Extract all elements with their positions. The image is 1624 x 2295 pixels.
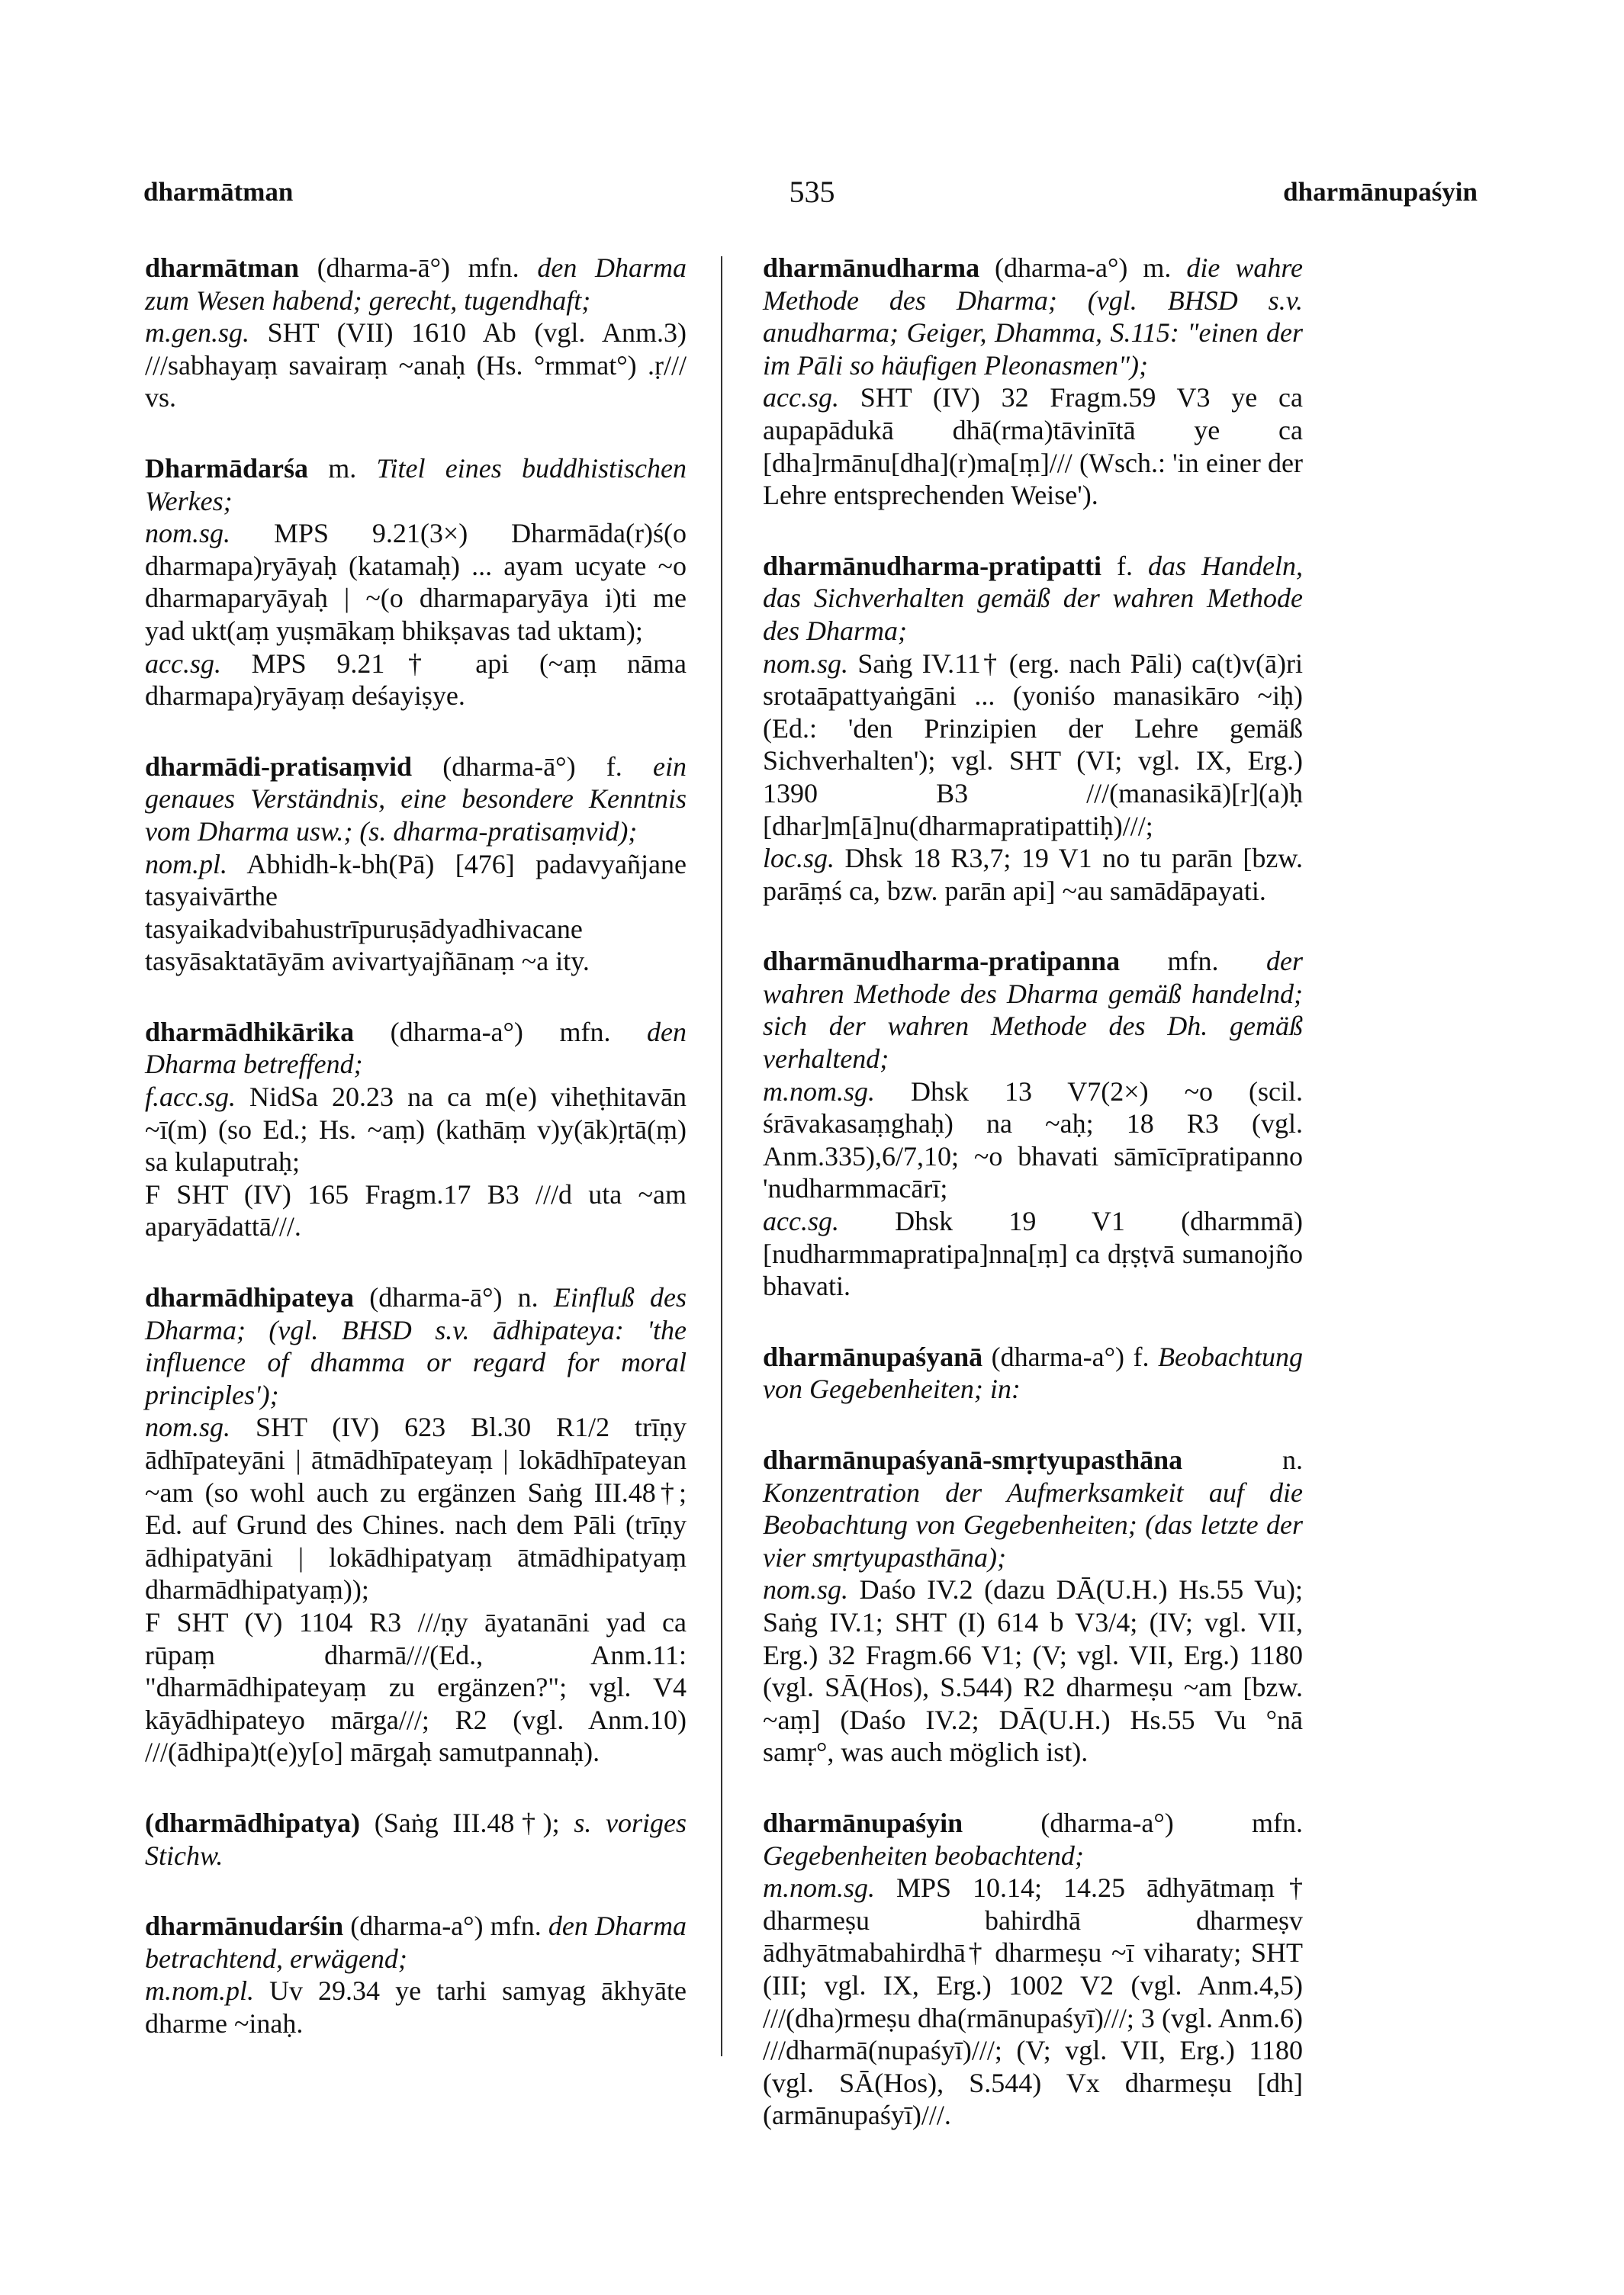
entry-headword: dharmānudarśin — [145, 1911, 344, 1942]
dictionary-entry — [763, 1807, 1303, 2132]
entry-definition: den Dharma betrachtend, erwägend; — [145, 1911, 687, 1974]
citation-text: Dhsk 19 V1 (dharmmā)[nudharmmapratipa]nna[ṃ] ca dṛṣṭvā sumanojño bhavati. — [763, 1206, 1303, 1302]
citation-case: loc.sg. — [763, 843, 835, 874]
entry-grammar: (dharma-a°) mfn. — [343, 1911, 548, 1942]
entry-grammar: (dharma-a°) f. — [982, 1341, 1159, 1372]
running-head-right: dharmānupaśyin — [1283, 177, 1478, 207]
entry-citation — [145, 1081, 687, 1178]
citation-case: nom.sg. — [145, 518, 231, 549]
entry-citation — [145, 1606, 687, 1769]
citation-text: MPS 9.21† api (~aṃ nāma dharmapa)ryāyaṃ deśayiṣye. — [145, 648, 687, 712]
dictionary-entry — [763, 1341, 1303, 1406]
entry-grammar: (dharma-ā°) mfn. — [299, 252, 538, 283]
entry-headword: dharmānudharma-pratipatti — [763, 550, 1102, 581]
citation-case: f.acc.sg. — [145, 1082, 236, 1113]
entry-headword: (dharmādhipatya) — [145, 1807, 361, 1838]
entry-headword: dharmātman — [145, 252, 300, 283]
dictionary-entry — [145, 1281, 687, 1769]
entry-grammar: mfn. — [1120, 946, 1266, 977]
entry-citation — [763, 1075, 1303, 1205]
entry-definition: Beobachtung von Gegebenheiten; in: — [763, 1341, 1303, 1405]
citation-text: F SHT (V) 1104 R3 ///ṇy āyatanāni yad ca rūpaṃ dharmā///(Ed., Anm.11: "dharmādhipateyaṃ zu ergänzen?"; vgl. V4 kāyādhipateyo mārga///; R2 (vgl. Anm.10) ///(ādhipa)t(e)y[o] mārgaḥ samutpannaḥ). — [145, 1606, 687, 1768]
entry-grammar: (dharma-ā°) n. — [354, 1282, 554, 1313]
citation-case: nom.sg. — [763, 648, 849, 679]
dictionary-entry — [763, 252, 1303, 512]
entry-grammar: (dharma-ā°) f. — [412, 751, 654, 782]
dictionary-entry — [145, 1910, 687, 2039]
citation-text: Daśo IV.2 (dazu DĀ(U.H.) Hs.55 Vu); Saṅg IV.1; SHT (I) 614 b V3/4; (IV; vgl. VII, Erg.) 32 Fragm.66 V1; (V; vgl. VII, Erg.) 1180 (vgl. SĀ(Hos), S.544) R2 dharmeṣu ~am [bzw. ~aṃ] (Daśo IV.2; DĀ(U.H.) Hs.55 Vu °nā samṛ°, was auch möglich ist). — [763, 1574, 1303, 1768]
entry-definition: Einfluß des Dharma; (vgl. BHSD s.v. ādhipateya: 'the influence of dhamma or regard for moral principles'); — [145, 1282, 687, 1410]
entry-definition: der wahren Methode des Dharma gemäß handelnd; sich der wahren Methode des Dh. gemäß verhaltend; — [763, 946, 1303, 1075]
entry-definition: Konzentration der Aufmerksamkeit auf die Beobachtung von Gegebenheiten; (das letzte der vier smṛtyupasthāna); — [763, 1477, 1303, 1573]
entry-headword: dharmānudharma-pratipanna — [763, 946, 1121, 977]
citation-case: acc.sg. — [763, 1206, 839, 1237]
citation-text: NidSa 20.23 na ca m(e) viheṭhitavān ~ī(m) (so Ed.; Hs. ~aṃ) (kathāṃ v)y(āk)ṛtā(ṃ) sa kulaputraḥ; — [145, 1082, 687, 1178]
entry-definition: das Handeln, das Sichverhalten gemäß der wahren Methode des Dharma; — [763, 550, 1303, 646]
citation-case: m.nom.sg. — [763, 1872, 876, 1904]
entry-headword: dharmānupaśyin — [763, 1807, 963, 1838]
dictionary-entry — [145, 1016, 687, 1243]
entry-citation — [145, 648, 687, 712]
entry-citation — [145, 848, 687, 978]
dictionary-entry — [145, 452, 687, 712]
citation-text: Dhsk 18 R3,7; 19 V1 no tu parān [bzw. parāṃś ca, bzw. parān api] ~au samādāpayati. — [763, 843, 1303, 906]
citation-case: m.nom.sg. — [763, 1075, 876, 1107]
citation-text: MPS 10.14; 14.25 ādhyātmaṃ† dharmeṣu bahirdhā dharmeṣv ādhyātmabahirdhā† dharmeṣu ~ī viharaty; SHT (III; vgl. IX, Erg.) 1002 V2 (vgl. Anm.4,5) ///(dha)rmeṣu dha(rmānupaśyī)///; 3 (vgl. Anm.6) ///dharmā(nupaśyī)///; (V; vgl. VII, Erg.) 1180 (vgl. SĀ(Hos), S.544) Vx dharmeṣu [dh](armānupaśyī)///. — [763, 1872, 1303, 2131]
dictionary-entry — [763, 945, 1303, 1303]
left-column — [145, 252, 687, 2078]
dictionary-entry — [145, 252, 687, 414]
entry-citation — [763, 381, 1303, 511]
entry-headword: dharmānupaśyanā-smṛtyupasthāna — [763, 1445, 1183, 1475]
entry-headword: dharmādhipateya — [145, 1282, 355, 1313]
citation-case: nom.pl. — [145, 848, 227, 879]
entry-headword: dharmānupaśyanā — [763, 1341, 983, 1372]
entry-definition: Gegebenheiten beobachtend; — [763, 1840, 1084, 1871]
entry-definition: ein genaues Verständnis, eine besondere Kenntnis vom Dharma usw.; (s. dharma-pratisaṃvid); — [145, 751, 687, 847]
running-head-left: dharmātman — [143, 177, 294, 207]
entry-citation — [145, 1975, 687, 2039]
citation-text: MPS 9.21(3×) Dharmāda(r)ś(o dharmapa)ryāyaḥ (katamaḥ) ... ayam ucyate ~o dharmaparyāyaḥ | ~(o dharmaparyāya i)ti me yad ukt(aṃ yuṣmākaṃ bhikṣavas tad uktam); — [145, 518, 687, 646]
dictionary-entry — [763, 550, 1303, 908]
citation-text: Dhsk 13 V7(2×) ~o (scil. śrāvakasaṃghaḥ) na ~aḥ; 18 R3 (vgl. Anm.335),6/7,10; ~o bhavati sāmīcīpratipanno 'nudharmmacārī; — [763, 1075, 1303, 1204]
entry-citation — [145, 1178, 687, 1243]
entry-definition: den Dharma betreffend; — [145, 1016, 687, 1080]
entry-definition: s. voriges Stichw. — [145, 1807, 687, 1871]
entry-headword: dharmādi-pratisaṃvid — [145, 751, 413, 782]
citation-text: F SHT (IV) 165 Fragm.17 B3 ///d uta ~am aparyādattā///. — [145, 1178, 687, 1242]
entry-definition: die wahre Methode des Dharma; (vgl. BHSD s.v. anudharma; Geiger, Dhamma, S.115: "einen der im Pāli so häufigen Pleonasmen"); — [763, 252, 1303, 381]
entry-grammar: (dharma-a°) mfn. — [963, 1807, 1303, 1838]
citation-case: nom.sg. — [145, 1412, 231, 1443]
entry-citation — [763, 842, 1303, 907]
entry-headword: dharmādhikārika — [145, 1016, 355, 1047]
citation-case: m.gen.sg. — [145, 317, 249, 349]
citation-case: m.nom.pl. — [145, 1975, 254, 2007]
entry-grammar: m. — [308, 452, 377, 484]
citation-case: nom.sg. — [763, 1574, 849, 1606]
entry-grammar: (Saṅg III.48†); — [360, 1807, 574, 1838]
entry-grammar: (dharma-a°) mfn. — [354, 1016, 648, 1047]
dictionary-entry — [763, 1444, 1303, 1769]
citation-text: Saṅg IV.11† (erg. nach Pāli) ca(t)v(ā)ri srotaāpattyaṅgāni ... (yoniśo manasikāro ~iḥ) (Ed.: 'den Prinzipien der Lehre gemäß Sichverhalten'); vgl. SHT (VI; vgl. IX, Erg.) 1390 B3 ///(manasikā)[r](a)ḥ [dhar]m[ā]nu(dharmapratipattiḥ)///; — [763, 648, 1303, 841]
citation-case: acc.sg. — [145, 648, 221, 679]
column-divider — [721, 256, 722, 2056]
entry-definition: Titel eines buddhistischen Werkes; — [145, 452, 687, 516]
right-column — [763, 252, 1303, 2170]
entry-headword: dharmānudharma — [763, 252, 980, 283]
citation-case: acc.sg. — [763, 382, 839, 413]
entry-citation — [763, 648, 1303, 843]
page-number: 535 — [789, 175, 835, 209]
dictionary-entry — [145, 751, 687, 978]
entry-grammar: n. — [1182, 1445, 1303, 1475]
entry-citation — [763, 1205, 1303, 1303]
entry-definition: den Dharma zum Wesen habend; gerecht, tugendhaft; — [145, 252, 687, 316]
entry-grammar: (dharma-a°) m. — [979, 252, 1187, 283]
citation-text: SHT (IV) 32 Fragm.59 V3 ye ca aupapādukā dhā(rma)tāvinītā ye ca [dha]rmānu[dha](r)ma[ṃ]/// (Wsch.: 'in einer der Lehre entsprechenden Weise'). — [763, 382, 1303, 511]
citation-text: SHT (VII) 1610 Ab (vgl. Anm.3) ///sabhayaṃ savairaṃ ~anaḥ (Hs. °rmmat°) .ṛ/// vs. — [145, 317, 687, 413]
entry-citation — [763, 1872, 1303, 2132]
entry-citation — [145, 1411, 687, 1606]
citation-text: SHT (IV) 623 Bl.30 R1/2 trīṇy ādhīpateyāni | ātmādhīpateyaṃ | lokādhīpateyan ~am (so wohl auch zu ergänzen Saṅg III.48†; Ed. auf Grund des Chines. nach dem Pāli (trīṇy ādhipatyāni | lokādhipatyaṃ ātmādhipatyaṃ dharmādhipatyaṃ)); — [145, 1412, 687, 1606]
citation-text: Abhidh-k-bh(Pā) [476] padavyañjane tasyaivārthe tasyaikadvibahustrīpuruṣādyadhivacane tasyāsaktatāyām avivartyajñānaṃ ~a ity. — [145, 848, 687, 977]
citation-text: Uv 29.34 ye tarhi samyag ākhyāte dharme ~inaḥ. — [145, 1975, 687, 2039]
entry-grammar: f. — [1101, 550, 1149, 581]
entry-headword: Dharmādarśa — [145, 452, 308, 484]
entry-citation — [145, 517, 687, 647]
entry-citation — [145, 317, 687, 414]
entry-citation — [763, 1573, 1303, 1769]
dictionary-entry — [145, 1807, 687, 1872]
